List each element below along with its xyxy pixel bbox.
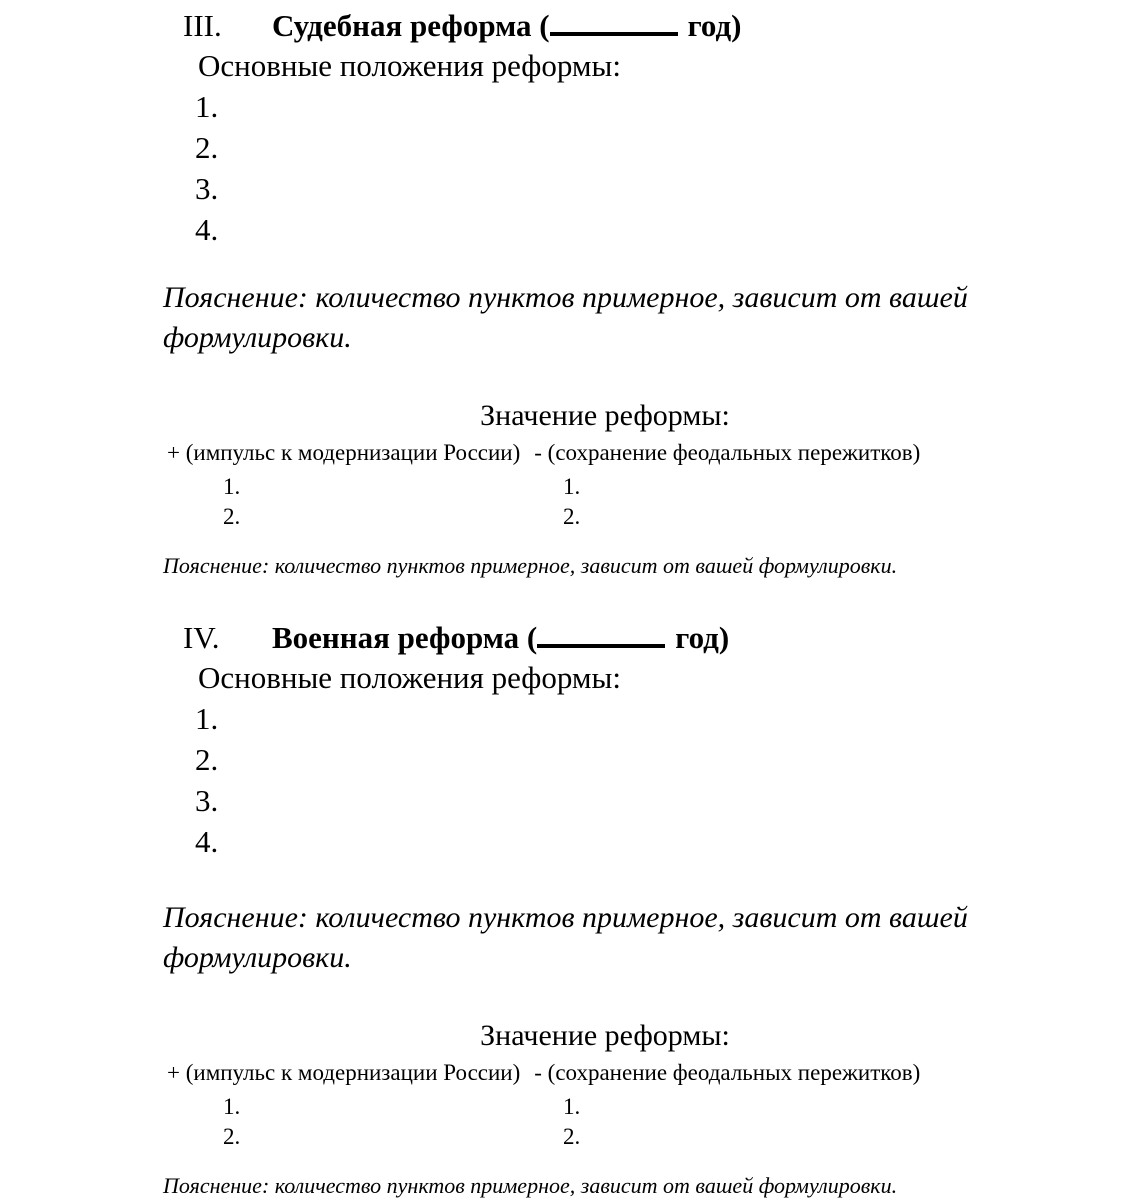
list-item: 2. [195, 130, 219, 165]
plus-column [223, 1092, 563, 1152]
plus-column-header: + (импульс к модернизации России) [167, 440, 521, 465]
main-provisions-list [195, 698, 1040, 862]
significance-title: Значение реформы: [480, 1019, 730, 1052]
year-blank-underline [550, 31, 678, 36]
list-item: 1. [195, 701, 219, 736]
section-numeral: III. [183, 8, 222, 43]
main-provisions-label: Основные положения реформы: [198, 48, 621, 83]
section-title-prefix: Судебная реформа ( [272, 8, 550, 43]
list-item: 1. [223, 474, 241, 499]
list-item: 1. [563, 474, 581, 499]
minus-column-header: - (сохранение феодальных пережитков) [534, 440, 921, 465]
section-military-reform [150, 618, 1040, 1200]
section-heading [183, 618, 1040, 658]
note-text-small: Пояснение: количество пунктов примерное, зависит от вашей формулировки. [163, 553, 898, 578]
section-title [272, 620, 729, 655]
list-item: 4. [195, 212, 219, 247]
list-item: 3. [195, 783, 219, 818]
section-title-prefix: Военная реформа ( [272, 620, 538, 655]
note-text: Пояснение: количество пунктов примерное, зависит от вашей формулировки. [163, 901, 968, 974]
significance-columns [223, 472, 1040, 532]
note-text: Пояснение: количество пунктов примерное, зависит от вашей формулировки. [163, 281, 968, 354]
section-title [272, 8, 741, 43]
minus-column [563, 1092, 580, 1152]
list-item: 2. [223, 504, 241, 529]
plus-column-header: + (импульс к модернизации России) [167, 1060, 521, 1085]
list-item: 2. [223, 1124, 241, 1149]
section-title-suffix: год) [675, 620, 730, 655]
main-provisions-list [195, 86, 1040, 250]
list-item: 4. [195, 824, 219, 859]
minus-column [563, 472, 580, 532]
significance-title: Значение реформы: [480, 399, 730, 432]
list-item: 3. [195, 171, 219, 206]
year-blank-underline [537, 643, 665, 648]
main-provisions-label: Основные положения реформы: [198, 660, 621, 695]
section-judicial-reform [150, 6, 1040, 580]
plus-column [223, 472, 563, 532]
document-content [150, 0, 1040, 1200]
note-text-small: Пояснение: количество пунктов примерное, зависит от вашей формулировки. [163, 1173, 898, 1198]
section-heading [183, 6, 1040, 46]
significance-columns [223, 1092, 1040, 1152]
significance-column-headers [167, 438, 1040, 468]
significance-column-headers [167, 1058, 1040, 1088]
section-title-suffix: год) [687, 8, 742, 43]
list-item: 2. [195, 742, 219, 777]
list-item: 1. [223, 1094, 241, 1119]
list-item: 2. [563, 1124, 581, 1149]
list-item: 2. [563, 504, 581, 529]
section-numeral: IV. [183, 620, 220, 655]
minus-column-header: - (сохранение феодальных пережитков) [534, 1060, 921, 1085]
list-item: 1. [563, 1094, 581, 1119]
list-item: 1. [195, 89, 219, 124]
